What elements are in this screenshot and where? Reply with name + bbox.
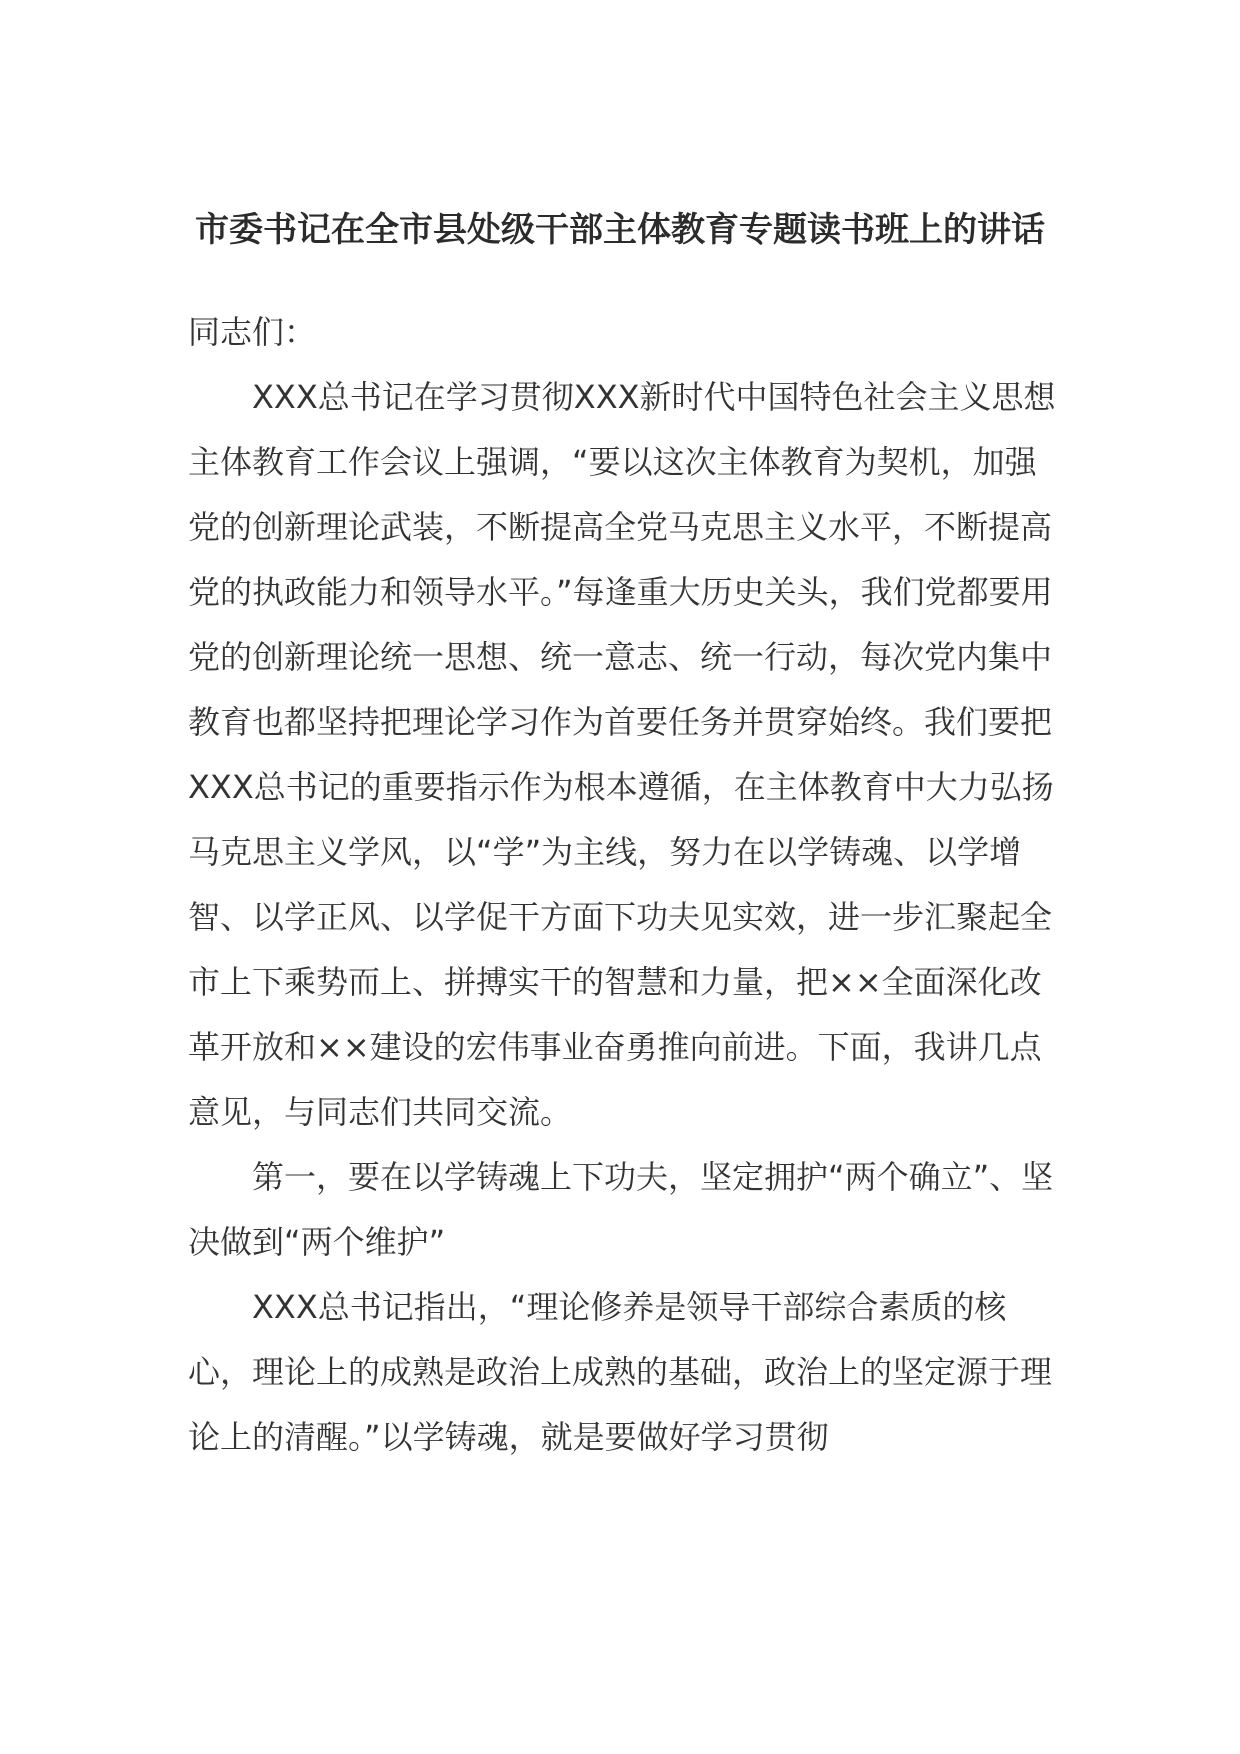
salutation: 同志们： bbox=[188, 313, 317, 351]
paragraph-intro: XXX总书记在学习贯彻XXX新时代中国特色社会主义思想主体教育工作会议上强调，“要以这次主体教育为契机，加强党的创新理论武装，不断提高全党马克思主义水平，不断提高党的执政能力和领导水平。”每逢重大历史关头，我们党都要用党的创新理论统一思想、统一意志、统一行动，每次党内集中教育也都坚持把理论学习作为首要任务并贯穿始终。我们要把XXX总书记的重要指示作为根本遵循，在主体教育中大力弘扬马克思主义学风，以“学”为主线，努力在以学铸魂、以学增智、以学正风、以学促干方面下功夫见实效，进一步汇聚起全市上下乘势而上、拼搏实干的智慧和力量，把××全面深化改革开放和××建设的宏伟事业奋勇推向前进。下面，我讲几点意见，与同志们共同交流。 bbox=[188, 378, 1056, 1131]
document-body bbox=[188, 300, 1058, 1470]
section-heading-first: 第一，要在以学铸魂上下功夫，坚定拥护“两个确立”、坚决做到“两个维护” bbox=[188, 1158, 1054, 1261]
document-title: 市委书记在全市县处级干部主体教育专题读书班上的讲话 bbox=[195, 210, 1045, 250]
paragraph-first-section: XXX总书记指出，“理论修养是领导干部综合素质的核心，理论上的成熟是政治上成熟的基础，政治上的坚定源于理论上的清醒。”以学铸魂，就是要做好学习贯彻 bbox=[188, 1288, 1053, 1456]
